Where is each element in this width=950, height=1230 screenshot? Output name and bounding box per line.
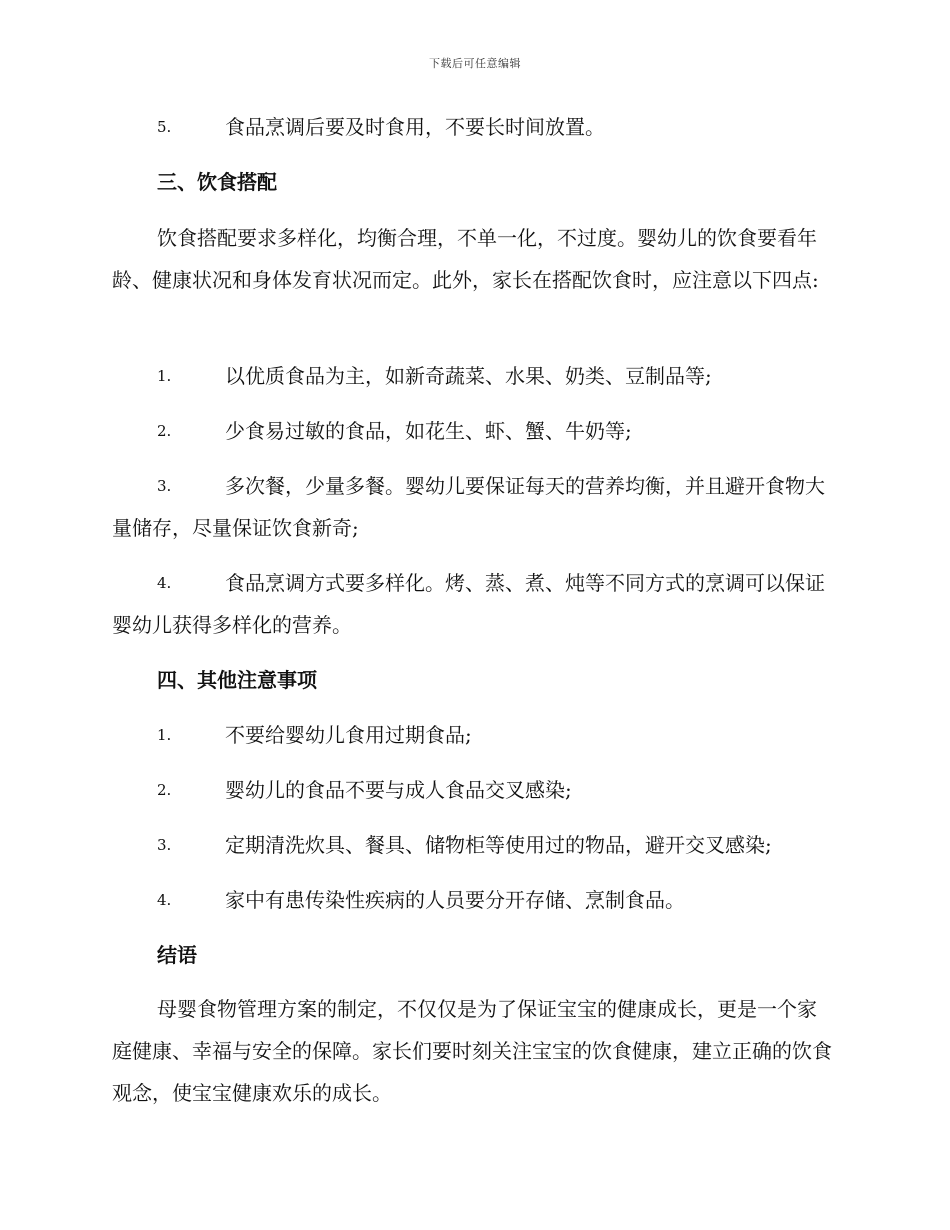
section-heading-diet-pairing: 三、饮食搭配 <box>157 170 277 194</box>
list-item <box>157 355 837 397</box>
list-item-text: 家中有患传染性疾病的人员要分开存储、烹制食品。 <box>225 888 685 912</box>
list-item-number: 4. <box>157 891 172 909</box>
list-item-text: 不要给婴幼儿食用过期食品; <box>225 723 472 747</box>
list-item-number: 1. <box>157 726 172 744</box>
list-item-text: 以优质食品为主，如新奇蔬菜、水果、奶类、豆制品等; <box>225 364 712 388</box>
section-heading-other-notes: 四、其他注意事项 <box>157 668 317 692</box>
conclusion-paragraph: 母婴食物管理方案的制定，不仅仅是为了保证宝宝的健康成长，更是一个家庭健康、幸福与安全的保障。家长们要时刻关注宝宝的饮食健康，建立正确的饮食观念，使宝宝健康欢乐的成长。 <box>112 997 832 1105</box>
page-header: 下载后可任意编辑 <box>429 57 521 70</box>
section-heading-conclusion: 结语 <box>157 943 197 967</box>
list-item <box>112 562 834 646</box>
list-item-number: 2. <box>157 422 172 440</box>
list-item-number: 3. <box>157 477 172 495</box>
list-item-number: 1. <box>157 367 172 385</box>
list-item <box>157 106 837 148</box>
list-item-text: 定期清洗炊具、餐具、储物柜等使用过的物品，避开交叉感染; <box>225 833 772 857</box>
list-item-number: 2. <box>157 781 172 799</box>
list-item-number: 4. <box>157 574 172 592</box>
list-item-number: 3. <box>157 836 172 854</box>
list-item-text: 食品烹调方式要多样化。烤、蒸、煮、炖等不同方式的烹调可以保证婴幼儿获得多样化的营养。 <box>112 571 825 637</box>
list-item <box>112 465 834 549</box>
list-item-text: 食品烹调后要及时食用，不要长时间放置。 <box>225 115 605 139</box>
list-item-text: 少食易过敏的食品，如花生、虾、蟹、牛奶等; <box>225 419 632 443</box>
list-item <box>157 769 837 811</box>
section-intro-paragraph: 饮食搭配要求多样化，均衡合理，不单一化，不过度。婴幼儿的饮食要看年龄、健康状况和身体发育状况而定。此外，家长在搭配饮食时，应注意以下四点: <box>112 226 819 292</box>
list-item <box>157 410 837 452</box>
list-item <box>157 824 837 866</box>
list-item-text: 婴幼儿的食品不要与成人食品交叉感染; <box>225 778 572 802</box>
list-item <box>157 714 837 756</box>
list-item-number: 5. <box>157 118 172 136</box>
list-item-text: 多次餐，少量多餐。婴幼儿要保证每天的营养均衡，并且避开食物大量储存，尽量保证饮食新奇; <box>112 474 825 540</box>
list-item <box>157 879 837 921</box>
